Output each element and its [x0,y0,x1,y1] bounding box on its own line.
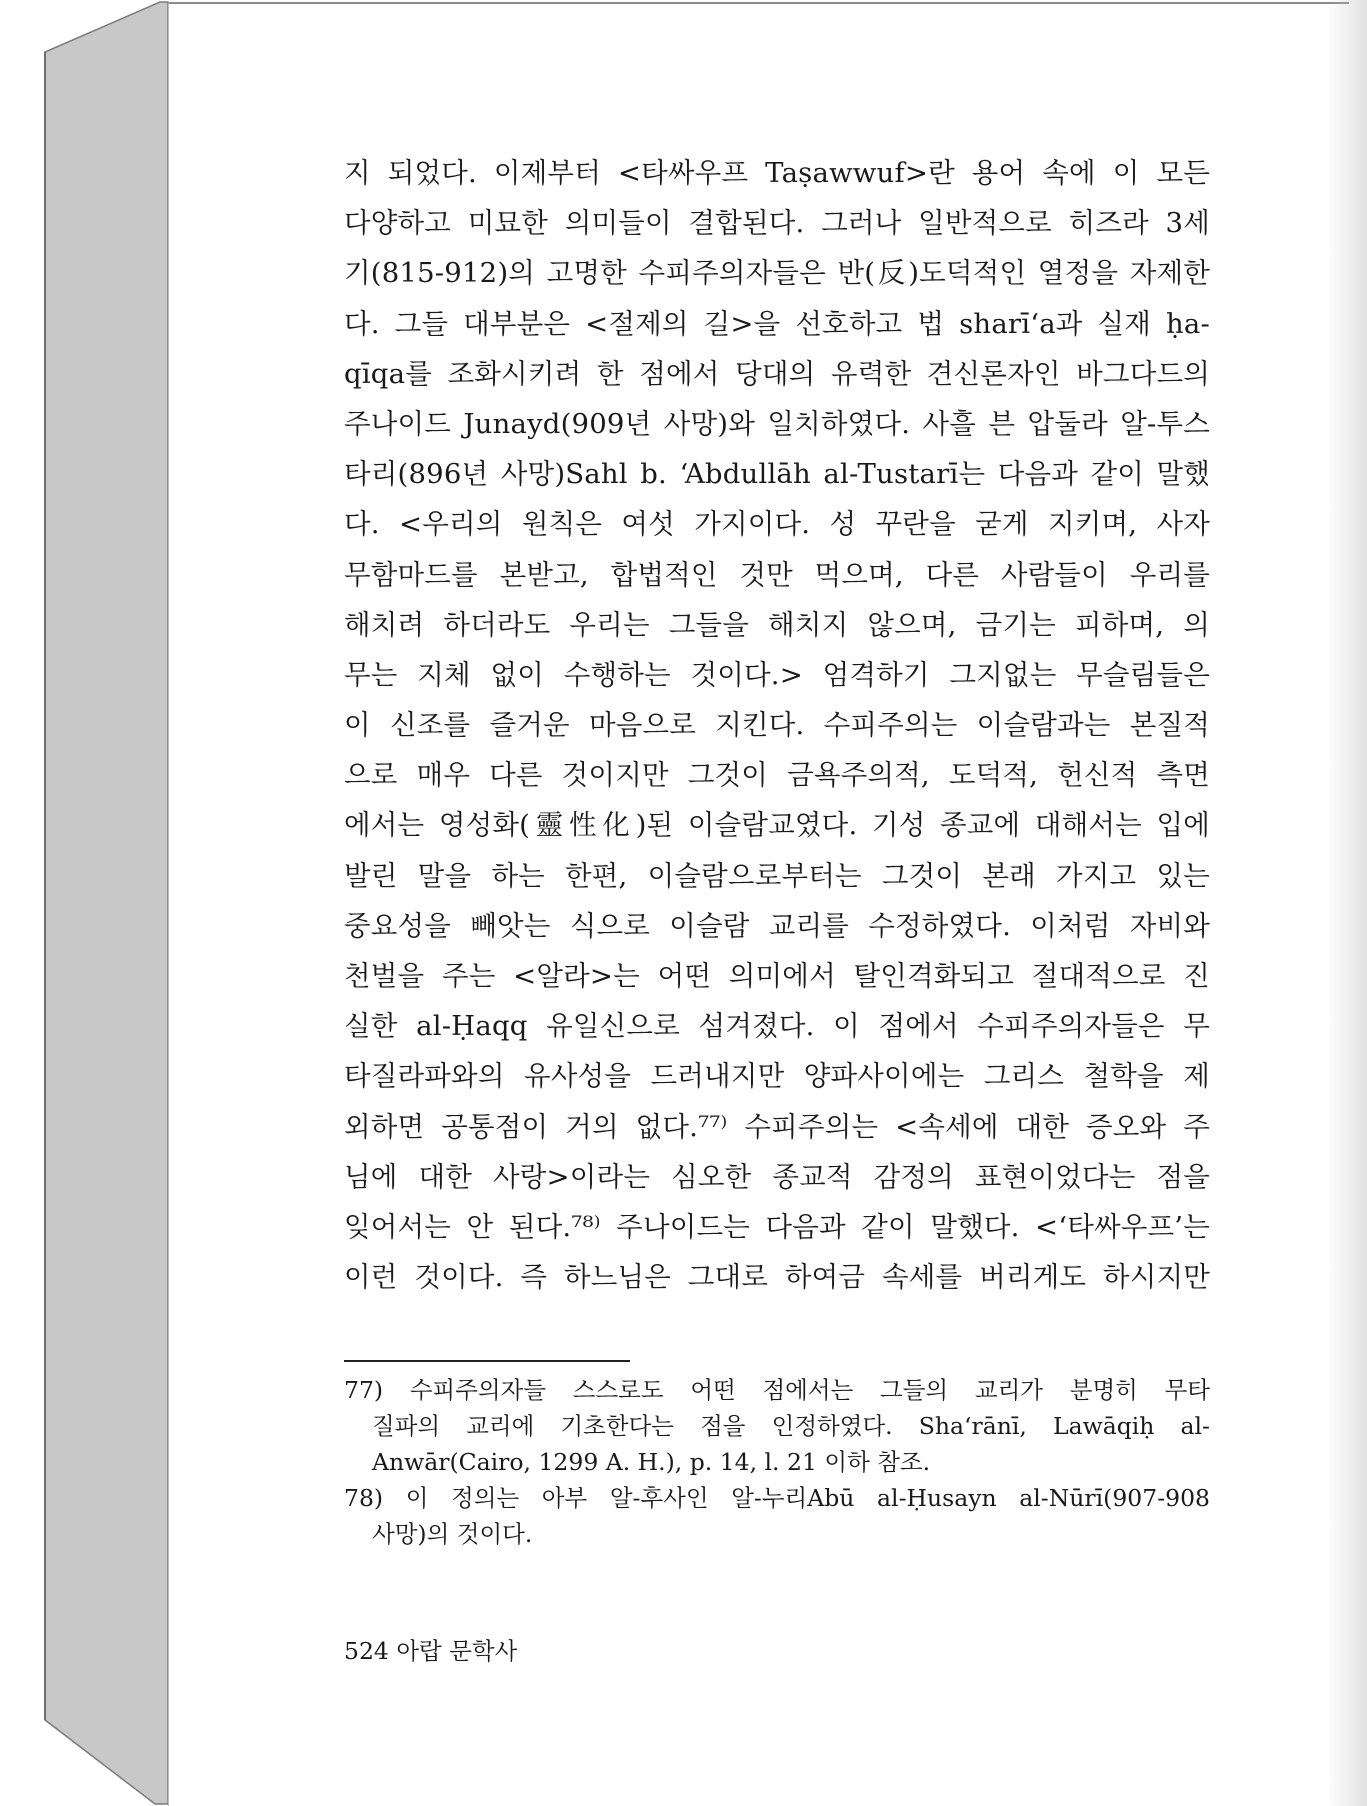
body-line: 잊어서는 안 된다.⁷⁸⁾ 주나이드는 다음과 같이 말했다. <‘타싸우프’는 [344,1210,1210,1243]
body-line: 으로 매우 다른 것이지만 그것이 금욕주의적, 도덕적, 헌신적 측면 [344,759,1210,792]
body-line: 타질라파와의 유사성을 드러내지만 양파사이에는 그리스 철학을 제 [344,1060,1210,1093]
footnote-78-line: 78) 이 정의는 아부 알-후사인 알-누리Abū al-Ḥusayn al-Nūrī(907-908 [344,1484,1210,1512]
body-line: 외하면 공통점이 거의 없다.⁷⁷⁾ 수피주의는 <속세에 대한 증오와 주 [344,1110,1210,1143]
page-edge-shadow [1327,0,1367,1806]
footnote-77-line: 질파의 교리에 기초한다는 점을 인정하였다. Sha‘rānī, Lawāqiḥ al- [372,1412,1210,1440]
body-line: 주나이드 Junayd(909년 사망)와 일치하였다. 사흘 븐 압둘라 알-투스 [344,407,1210,440]
body-line: 발린 말을 하는 한편, 이슬람으로부터는 그것이 본래 가지고 있는 [344,859,1210,892]
footnote-77-line: 77) 수피주의자들 스스로도 어떤 점에서는 그들의 교리가 분명히 무타 [344,1376,1210,1404]
body-line: 무함마드를 본받고, 합법적인 것만 먹으며, 다른 사람들이 우리를 [344,558,1210,591]
body-line: 타리(896년 사망)Sahl b. ‘Abdullāh al-Tustarī는 다음과 같이 말했 [344,458,1210,491]
body-line: 해치려 하더라도 우리는 그들을 해치지 않으며, 금기는 피하며, 의 [344,608,1210,641]
footnote-78-line: 사망)의 것이다. [372,1520,533,1548]
footnote-77-line: Anwār(Cairo, 1299 A. H.), p. 14, l. 21 이하 참조. [372,1448,931,1476]
body-line: 지 되었다. 이제부터 <타싸우프 Taṣawwuf>란 용어 속에 이 모든 [344,157,1210,189]
body-text [344,148,1210,1302]
body-line: 이 신조를 즐거운 마음으로 지킨다. 수피주의는 이슬람과는 본질적 [344,709,1210,742]
body-line: 이런 것이다. 즉 하느님은 그대로 하여금 속세를 버리게도 하시지만 [344,1261,1210,1294]
body-line: 중요성을 빼앗는 식으로 이슬람 교리를 수정하였다. 이처럼 자비와 [344,909,1210,942]
body-line: 기(815-912)의 고명한 수피주의자들은 반(反)도덕적인 열정을 자제한 [344,257,1210,290]
body-line: 에서는 영성화(靈性化)된 이슬람교였다. 기성 종교에 대해서는 입에 [344,809,1210,842]
body-line: 무는 지체 없이 수행하는 것이다.> 엄격하기 그지없는 무슬림들은 [344,658,1210,691]
body-line: 천벌을 주는 <알라>는 어떤 의미에서 탈인격화되고 절대적으로 진 [344,960,1210,992]
body-line: 다. 그들 대부분은 <절제의 길>을 선호하고 법 sharī‘a과 실재 ḥa- [344,307,1210,340]
body-line: 실한 al-Ḥaqq 유일신으로 섬겨졌다. 이 점에서 수피주의자들은 무 [344,1010,1210,1043]
footnotes [344,1372,1210,1552]
body-line: 님에 대한 사랑>이라는 심오한 종교적 감정의 표현이었다는 점을 [344,1160,1210,1193]
body-line: 다. <우리의 원칙은 여섯 가지이다. 성 꾸란을 굳게 지키며, 사자 [344,508,1210,541]
body-line: 다양하고 미묘한 의미들이 결합된다. 그러나 일반적으로 히즈라 3세 [344,207,1210,240]
footnote-divider [344,1360,630,1362]
page-footer: 524 아랍 문학사 [344,1637,518,1665]
body-line: qīqa를 조화시키려 한 점에서 당대의 유력한 견신론자인 바그다드의 [344,357,1210,390]
